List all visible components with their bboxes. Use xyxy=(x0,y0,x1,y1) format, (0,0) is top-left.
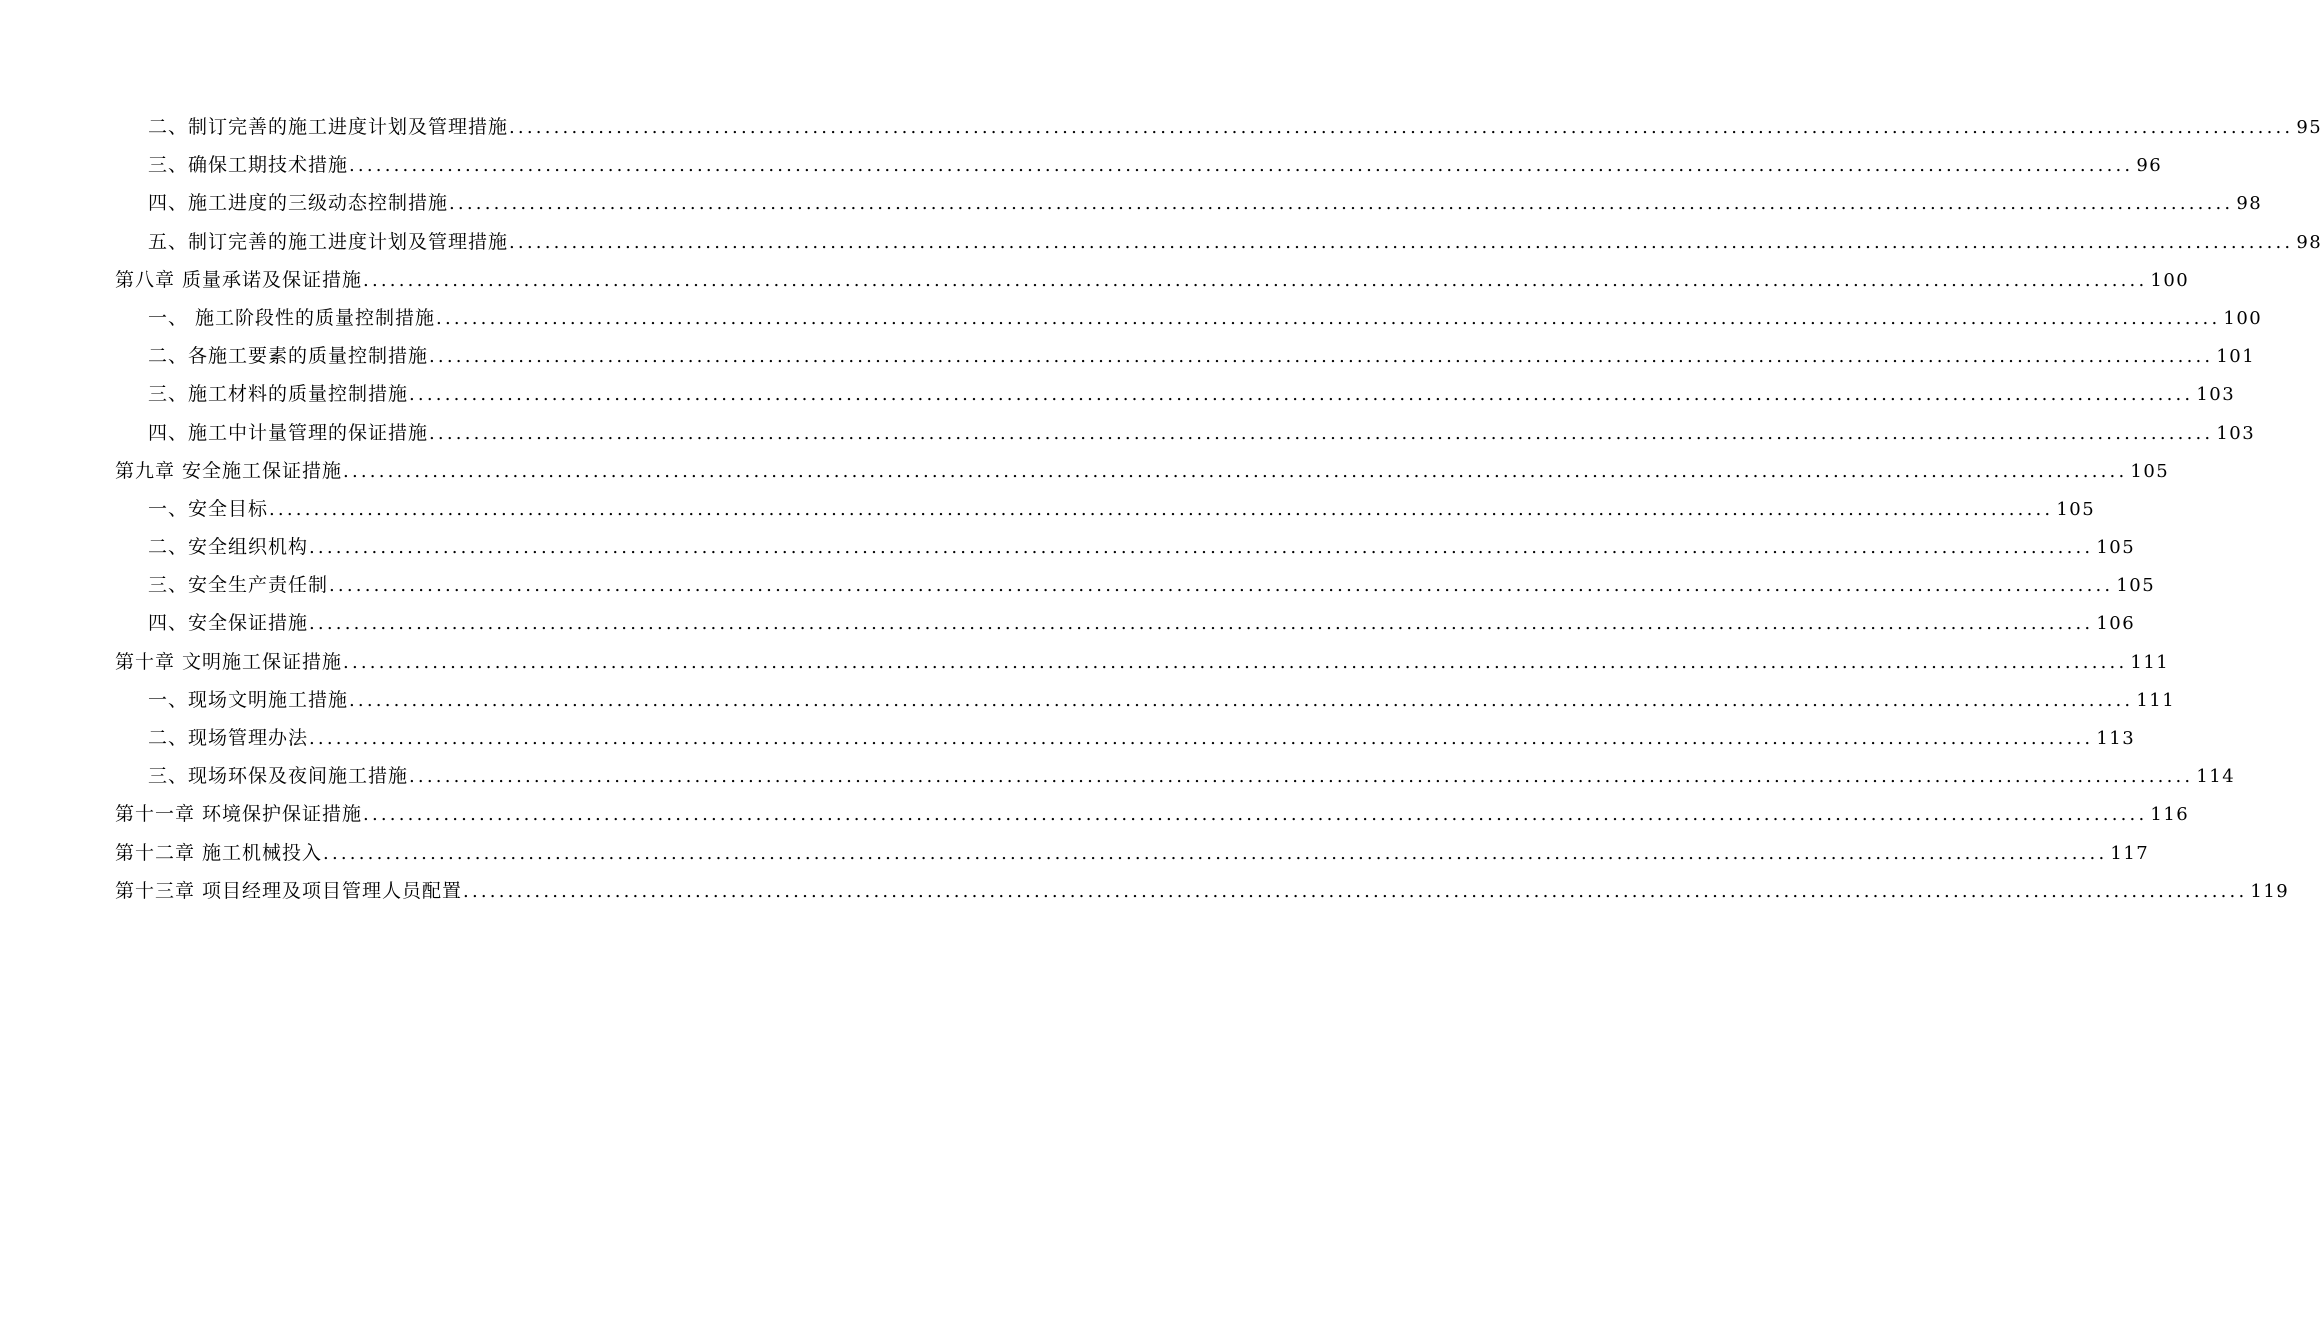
toc-entry-page-number: 116 xyxy=(2150,804,2190,826)
toc-entry-title: 三、现场环保及夜间施工措施 xyxy=(148,765,409,788)
toc-entry-title: 第十三章 项目经理及项目管理人员配置 xyxy=(115,879,463,902)
toc-entry-page-number: 119 xyxy=(2250,880,2290,902)
toc-entry-title: 第八章 质量承诺及保证措施 xyxy=(115,268,363,291)
toc-dot-leader: ........................................................................................................................................................................................................ xyxy=(349,155,2134,177)
toc-section-entry[interactable] xyxy=(115,757,2236,795)
toc-entry-title: 三、施工材料的质量控制措施 xyxy=(148,383,409,406)
toc-entry-title: 三、安全生产责任制 xyxy=(148,574,329,597)
toc-chapter-entry[interactable] xyxy=(115,872,2290,910)
toc-dot-leader: ........................................................................................................................................................................................................ xyxy=(436,307,2221,329)
toc-entry-title: 一、 施工阶段性的质量控制措施 xyxy=(148,306,436,329)
toc-chapter-entry[interactable] xyxy=(115,261,2190,299)
toc-chapter-entry[interactable] xyxy=(115,795,2190,833)
toc-entry-page-number: 105 xyxy=(2116,575,2156,597)
toc-entry-page-number: 101 xyxy=(2216,346,2256,368)
toc-section-entry[interactable] xyxy=(115,604,2136,642)
toc-dot-leader: ........................................................................................................................................................................................................ xyxy=(349,689,2134,711)
toc-dot-leader: ........................................................................................................................................................................................................ xyxy=(363,804,2148,826)
toc-entry-page-number: 105 xyxy=(2056,498,2096,520)
toc-section-entry[interactable] xyxy=(115,566,2156,604)
toc-entry-title: 第九章 安全施工保证措施 xyxy=(115,459,343,482)
toc-entry-page-number: 117 xyxy=(2110,842,2150,864)
toc-chapter-entry[interactable] xyxy=(115,452,2170,490)
toc-entry-title: 一、安全目标 xyxy=(148,497,269,520)
toc-entry-title: 二、安全组织机构 xyxy=(148,536,309,559)
toc-dot-leader: ........................................................................................................................................................................................................ xyxy=(343,651,2128,673)
toc-chapter-entry[interactable] xyxy=(115,643,2170,681)
toc-dot-leader: ........................................................................................................................................................................................................ xyxy=(323,842,2108,864)
toc-dot-leader: ........................................................................................................................................................................................................ xyxy=(409,384,2194,406)
toc-section-entry[interactable] xyxy=(115,184,2263,222)
toc-entry-page-number: 114 xyxy=(2196,766,2236,788)
toc-dot-leader: ........................................................................................................................................................................................................ xyxy=(429,422,2214,444)
toc-entry-page-number: 103 xyxy=(2216,422,2256,444)
toc-entry-page-number: 111 xyxy=(2130,651,2170,673)
toc-section-entry[interactable] xyxy=(115,108,2322,146)
toc-dot-leader: ........................................................................................................................................................................................................ xyxy=(363,269,2148,291)
toc-entry-title: 第十章 文明施工保证措施 xyxy=(115,650,343,673)
toc-entry-title: 四、施工中计量管理的保证措施 xyxy=(148,421,429,444)
toc-dot-leader: ........................................................................................................................................................................................................ xyxy=(463,880,2248,902)
toc-section-entry[interactable] xyxy=(115,719,2136,757)
toc-dot-leader: ........................................................................................................................................................................................................ xyxy=(309,728,2094,749)
toc-entry-title: 四、施工进度的三级动态控制措施 xyxy=(148,192,449,215)
toc-entry-title: 第十一章 环境保护保证措施 xyxy=(115,803,363,826)
toc-section-entry[interactable] xyxy=(115,337,2256,375)
toc-entry-title: 五、制订完善的施工进度计划及管理措施 xyxy=(148,230,509,253)
toc-entry-page-number: 96 xyxy=(2136,155,2163,177)
toc-chapter-entry[interactable] xyxy=(115,834,2150,872)
toc-entry-title: 二、制订完善的施工进度计划及管理措施 xyxy=(148,116,509,138)
toc-dot-leader: ........................................................................................................................................................................................................ xyxy=(429,346,2214,368)
toc-dot-leader: ........................................................................................................................................................................................................ xyxy=(343,460,2128,482)
toc-entry-page-number: 103 xyxy=(2196,384,2236,406)
toc-dot-leader: ........................................................................................................................................................................................................ xyxy=(309,613,2094,635)
toc-dot-leader: ........................................................................................................................................................................................................ xyxy=(269,498,2054,520)
toc-entry-title: 一、现场文明施工措施 xyxy=(148,688,349,711)
toc-dot-leader: ........................................................................................................................................................................................................ xyxy=(329,575,2114,597)
toc-entry-page-number: 111 xyxy=(2136,689,2176,711)
toc-entry-page-number: 113 xyxy=(2096,728,2136,749)
toc-section-entry[interactable] xyxy=(115,528,2136,566)
toc-dot-leader: ........................................................................................................................................................................................................ xyxy=(309,537,2094,559)
table-of-contents xyxy=(115,108,2322,910)
toc-section-entry[interactable] xyxy=(115,414,2256,452)
toc-entry-title: 第十二章 施工机械投入 xyxy=(115,841,323,864)
toc-dot-leader: ........................................................................................................................................................................................................ xyxy=(449,193,2234,215)
toc-dot-leader: ........................................................................................................................................................................................................ xyxy=(409,766,2194,788)
toc-section-entry[interactable] xyxy=(115,681,2176,719)
toc-entry-page-number: 106 xyxy=(2096,613,2136,635)
toc-entry-page-number: 100 xyxy=(2150,269,2190,291)
toc-section-entry[interactable] xyxy=(115,375,2236,413)
toc-entry-title: 二、现场管理办法 xyxy=(148,727,309,749)
toc-entry-title: 二、各施工要素的质量控制措施 xyxy=(148,345,429,368)
toc-entry-page-number: 95 xyxy=(2296,117,2322,138)
toc-entry-page-number: 105 xyxy=(2096,537,2136,559)
toc-section-entry[interactable] xyxy=(115,490,2096,528)
toc-section-entry[interactable] xyxy=(115,146,2163,184)
toc-entry-title: 四、安全保证措施 xyxy=(148,612,309,635)
toc-dot-leader: ........................................................................................................................................................................................................ xyxy=(509,117,2294,138)
toc-entry-page-number: 98 xyxy=(2296,231,2322,253)
toc-entry-title: 三、确保工期技术措施 xyxy=(148,154,349,177)
toc-section-entry[interactable] xyxy=(115,299,2263,337)
toc-entry-page-number: 100 xyxy=(2223,307,2263,329)
toc-section-entry[interactable] xyxy=(115,223,2322,261)
toc-entry-page-number: 105 xyxy=(2130,460,2170,482)
toc-entry-page-number: 98 xyxy=(2236,193,2263,215)
toc-dot-leader: ........................................................................................................................................................................................................ xyxy=(509,231,2294,253)
